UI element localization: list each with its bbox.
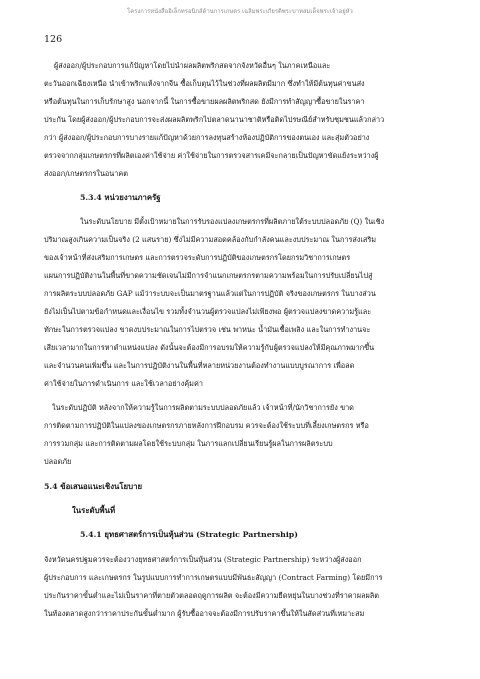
text-line: การรวมกลุ่ม และการติดตามผลโดยใช้ระบบกลุ่ม ในการแลกเปลี่ยนเรียนรู้ผลในการผลิตระบบ [44,439,333,448]
text-line: ตะวันออกเฉียงเหนือ นำเข้าพริกแห้งจากจีน ซื้อเก็บตุนไว้ในช่วงที่ผลผลิตมีมาก ซึ่งทำให้มีต้นทุนค่าขนส่ง [44,79,365,88]
text-line: ประกันราคาขั้นต่ำและไม่เป็นราคาที่ตายตัวตลอดฤดูการผลิต จะต้องมีความยืดหยุ่นในบางช่วงที่ราคาผลผลิต [44,591,380,600]
text-line: การติดตามการปฏิบัติในแปลงของเกษตรกรภายหลังการฝึกอบรม ควรจะต้องใช้ระบบที่เลี้ยงเกษตรกร หรือ [44,421,369,430]
text-line: ในระดับนโยบาย มีตั้งเป้าหมายในการรับรองแปลงเกษตรกรที่ผลิตภายใต้ระบบปลอดภัย (Q) ในเชิง [80,217,385,226]
text-line: ผู้ประกอบการ และเกษตรกร ในรูปแบบการทำการเกษตรแบบมีพันธะสัญญา (Contract Farming) โดยมีการ [44,573,383,582]
text-line: ตรวจจากกลุ่มเกษตรกรที่ผลิตเองค่าใช้จ่าย ค่าใช้จ่ายในการตรวจสารเคมีจะกลายเป็นปัญหาขัดแย้งระหว่างผู้ [44,151,379,160]
text-line: กว่า ผู้ส่งออก/ผู้ประกอบการบางรายแก้ปัญหาด้วยการลงทุนสร้างห้องปฏิบัติการของตนเอง และสุ่มตัวอย่าง [44,133,370,142]
running-header: โครงการหนังสืออิเล็กทรอนิกส์ด้านการเกษตร เฉลิมพระเกียรติพระบาทสมเด็จพระเจ้าอยู่หัว [127,9,353,15]
text-line: และจำนวนคนเพิ่มขึ้น และในการปฏิบัติงานในพื้นที่หลายหน่วยงานต้องทำงานแบบบูรณาการ เพื่อลด [44,361,355,370]
text-line: ในระดับปฏิบัติ หลังจากให้ความรู้ในการผลิตตามระบบปลอดภัยแล้ว เจ้าหน้าที่/นักวิชาการยัง ขาด [52,403,354,412]
text-line: แผนการปฏิบัติงานในพื้นที่ขาดความชัดเจนไม่มีการจำแนกเกษตรกรตามความพร้อมในการปรับเปลี่ยนไปสู่ [44,271,373,280]
text-line: หรือต้นทุนในการเก็บรักษาสูง นอกจากนี้ ในการซื้อขายผลผลิตพริกสด ยังมีการทำสัญญาซื้อขายในราคา [44,97,365,106]
text-line: ของเจ้าหน้าที่ส่งเสริมการเกษตร และการตรวจระดับการปฏิบัติของเกษตรกรโดยกรมวิชาการเกษตร [44,253,351,262]
text-line: ประกัน โดยผู้ส่งออก/ผู้ประกอบการจะส่งผลผลิตพริกไปตลาดนานาชาติหรือติดไปรษณีย์สำหรับชุมชนแล้วกล่าว [44,115,385,124]
text-line: ส่งออก/เกษตรกรในอนาคต [44,169,129,178]
text-line: ยังไม่เป็นไปตามข้อกำหนดและเงื่อนไข รวมทั้งจำนวนผู้ตรวจแปลงไม่เพียงพอ ผู้ตรวจแปลงขาดความรู้และ [44,307,372,316]
subsection-heading: 5.4.1 ยุทธศาสตร์การเป็นหุ้นส่วน (Strategic Partnership) [80,530,298,539]
text-line: ค่าใช้จ่ายในการดำเนินการ และใช้เวลาอย่างคุ้มค่า [44,379,203,388]
section-heading: 5.3.4 หน่วยงานภาครัฐ [80,193,161,202]
text-line: จังหวัดนครปฐมควรจะต้องวางยุทธศาสตร์การเป็นหุ้นส่วน (Strategic Partnership) ระหว่างผู้ส่งออก [44,555,362,564]
text-line: ทักษะในการตรวจแปลง ขาดงบประมาณในการไปตรวจ เช่น พาหนะ น้ำมันเชื้อเพลิง และในการทำงานจะ [44,325,371,334]
text-line: การผลิตระบบปลอดภัย GAP แม้ว่าระบบจะเป็นมาตรฐานแล้วแต่ในการปฏิบัติ จริงของเกษตรกร ในบางส่วน [44,289,376,298]
text-line: เสียเวลามากในการหาตำแหน่งแปลง ดังนั้นจะต้องมีการอบรมให้ความรู้กับผู้ตรวจแปลงให้มีคุณภาพมากขึ้น [44,343,375,352]
text-line: ปริมาณสูงเกินความเป็นจริง (2 แสนราย) ซึ่งไม่มีความสอดคล้องกับกำลังคนและงบประมาณ ในการส่งเสริม [44,235,377,244]
section-heading: 5.4 ข้อเสนอแนะเชิงนโยบาย [44,482,143,491]
subsection-heading: ในระดับพื้นที่ [72,506,116,515]
page-number: 126 [44,34,63,45]
text-line: ในท้องตลาดสูงกว่าราคาประกันขั้นต่ำมาก ผู้รับซื้ออาจจะต้องมีการปรับราคาขึ้นให้ในสัดส่วนที่เหมาะสม [44,609,365,618]
text-line: ปลอดภัย [44,457,72,466]
text-line: ผู้ส่งออก/ผู้ประกอบการแก้ปัญหาโดยไปนำผลผลิตพริกสดจากจังหวัดอื่นๆ ในภาคเหนือและ [54,61,331,70]
